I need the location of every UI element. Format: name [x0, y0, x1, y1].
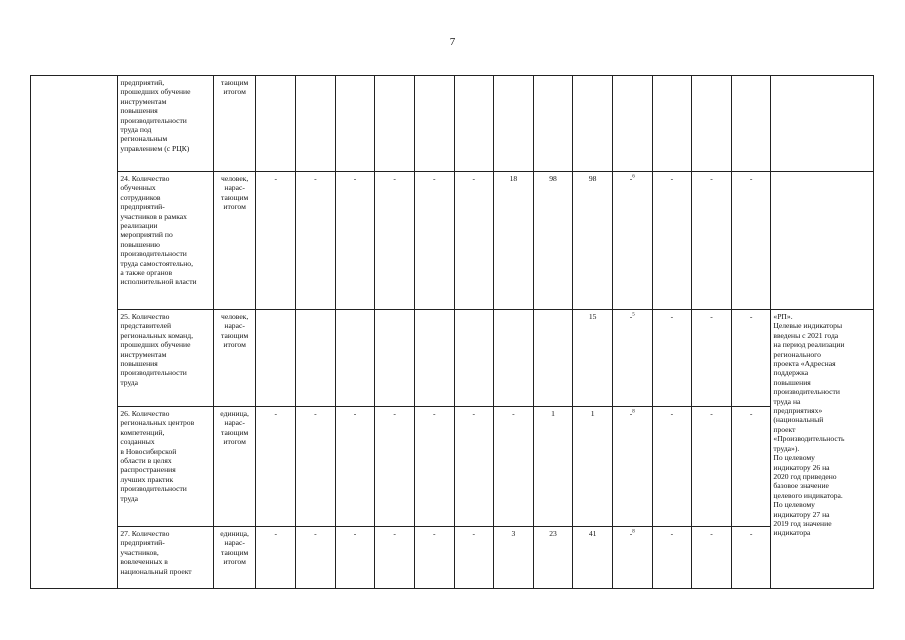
table-row	[31, 310, 874, 407]
value-cell	[296, 76, 336, 172]
value-cell: -	[296, 407, 336, 527]
value-cell: 1	[533, 407, 573, 527]
value-cell: -	[296, 527, 336, 589]
value-cell: -	[375, 527, 415, 589]
value-cell: -	[731, 172, 771, 310]
page-number: 7	[449, 36, 456, 48]
value-cell: -	[454, 527, 494, 589]
value-cell	[454, 76, 494, 172]
note-cell	[771, 172, 874, 310]
value-cell: -	[256, 527, 296, 589]
indicator-name: предприятий, прошедших обучение инструментам повышения производительности труда под региональным управлением (с РЦК)	[118, 76, 213, 172]
value-cell: 41	[573, 527, 613, 589]
indicator-name: 26. Количество региональных центров компетенций, созданных в Новосибирской области в целях распространения лучших практик производительности труда	[118, 407, 213, 527]
value-cell	[533, 310, 573, 407]
value-cell: -	[256, 407, 296, 527]
footnote-marker: 8	[632, 529, 635, 535]
value-cell: -	[414, 527, 454, 589]
value-cell: -	[414, 172, 454, 310]
value-cell: -	[414, 407, 454, 527]
value-cell: -	[335, 407, 375, 527]
value-cell: 98	[533, 172, 573, 310]
table-row	[31, 172, 874, 310]
table-row	[31, 76, 874, 172]
indicator-name: 27. Количество предприятий- участников, вовлеченных в национальный проект	[118, 527, 213, 589]
value-cell	[335, 310, 375, 407]
value-cell	[296, 310, 336, 407]
value-cell	[494, 76, 534, 172]
value-cell: -	[731, 310, 771, 407]
value-cell: -	[335, 527, 375, 589]
value-cell: 1	[573, 407, 613, 527]
goal-cell	[31, 76, 118, 589]
value-cell: -	[296, 172, 336, 310]
value-cell	[494, 310, 534, 407]
value-cell	[533, 76, 573, 172]
value-cell: -$^8$	[612, 527, 652, 589]
indicator-unit: единица, нарас- тающим итогом	[213, 407, 256, 527]
value-cell: -	[375, 407, 415, 527]
footnote-marker: 8	[632, 409, 635, 415]
value-cell: -	[454, 407, 494, 527]
value-cell	[256, 310, 296, 407]
value-cell: -	[731, 407, 771, 527]
value-cell	[573, 76, 613, 172]
value-cell	[256, 76, 296, 172]
value-cell: 98	[573, 172, 613, 310]
value-cell	[612, 76, 652, 172]
value-cell	[414, 310, 454, 407]
value-cell	[375, 310, 415, 407]
value-cell: -	[692, 310, 732, 407]
value-cell	[335, 76, 375, 172]
value-cell: -	[731, 527, 771, 589]
value-cell	[652, 76, 692, 172]
indicator-name: 25. Количество представителей региональных команд, прошедших обучение инструментам повышения производительности труда	[118, 310, 213, 407]
value-cell: -	[494, 407, 534, 527]
note-cell: «РП». Целевые индикаторы введены с 2021 года на период реализации регионального проекта «Адресная поддержка повышения производительности труда на предприятиях» (национальный проект «Производительность труда»). По целевому индикатору 26 на 2020 год приведено базовое значение целевого индикатора. По целевому индикатору 27 на 2019 год значение индикатора	[771, 310, 874, 589]
value-cell	[414, 76, 454, 172]
value-cell	[454, 310, 494, 407]
indicator-unit: единица, нарас- тающим итогом	[213, 527, 256, 589]
indicator-unit: человек, нарас- тающим итогом	[213, 172, 256, 310]
value-cell	[731, 76, 771, 172]
value-cell: -	[652, 407, 692, 527]
table-row	[31, 407, 874, 527]
value-cell: -$^8$	[612, 407, 652, 527]
footnote-marker: 6	[632, 174, 635, 180]
value-cell: -$^6$	[612, 172, 652, 310]
indicator-name: 24. Количество обученных сотрудников предприятий- участников в рамках реализации мероприятий по повышению производительности труда самостоятельно, а также органов исполнительной власти	[118, 172, 213, 310]
value-cell: -	[375, 172, 415, 310]
value-cell: -	[335, 172, 375, 310]
value-cell	[375, 76, 415, 172]
value-cell: 18	[494, 172, 534, 310]
value-cell: -	[692, 172, 732, 310]
value-cell: 23	[533, 527, 573, 589]
value-cell	[692, 76, 732, 172]
table-row	[31, 527, 874, 589]
footnote-marker: 5	[632, 312, 635, 318]
value-cell: -	[454, 172, 494, 310]
indicators-table	[30, 75, 874, 589]
value-cell: -	[652, 172, 692, 310]
value-cell: -	[652, 527, 692, 589]
value-cell: -	[652, 310, 692, 407]
value-cell: -	[692, 407, 732, 527]
value-cell: 3	[494, 527, 534, 589]
value-cell: 15	[573, 310, 613, 407]
indicator-unit: тающим итогом	[213, 76, 256, 172]
value-cell: -$^5$	[612, 310, 652, 407]
value-cell: -	[256, 172, 296, 310]
indicator-unit: человек, нарас- тающим итогом	[213, 310, 256, 407]
note-cell	[771, 76, 874, 172]
value-cell: -	[692, 527, 732, 589]
